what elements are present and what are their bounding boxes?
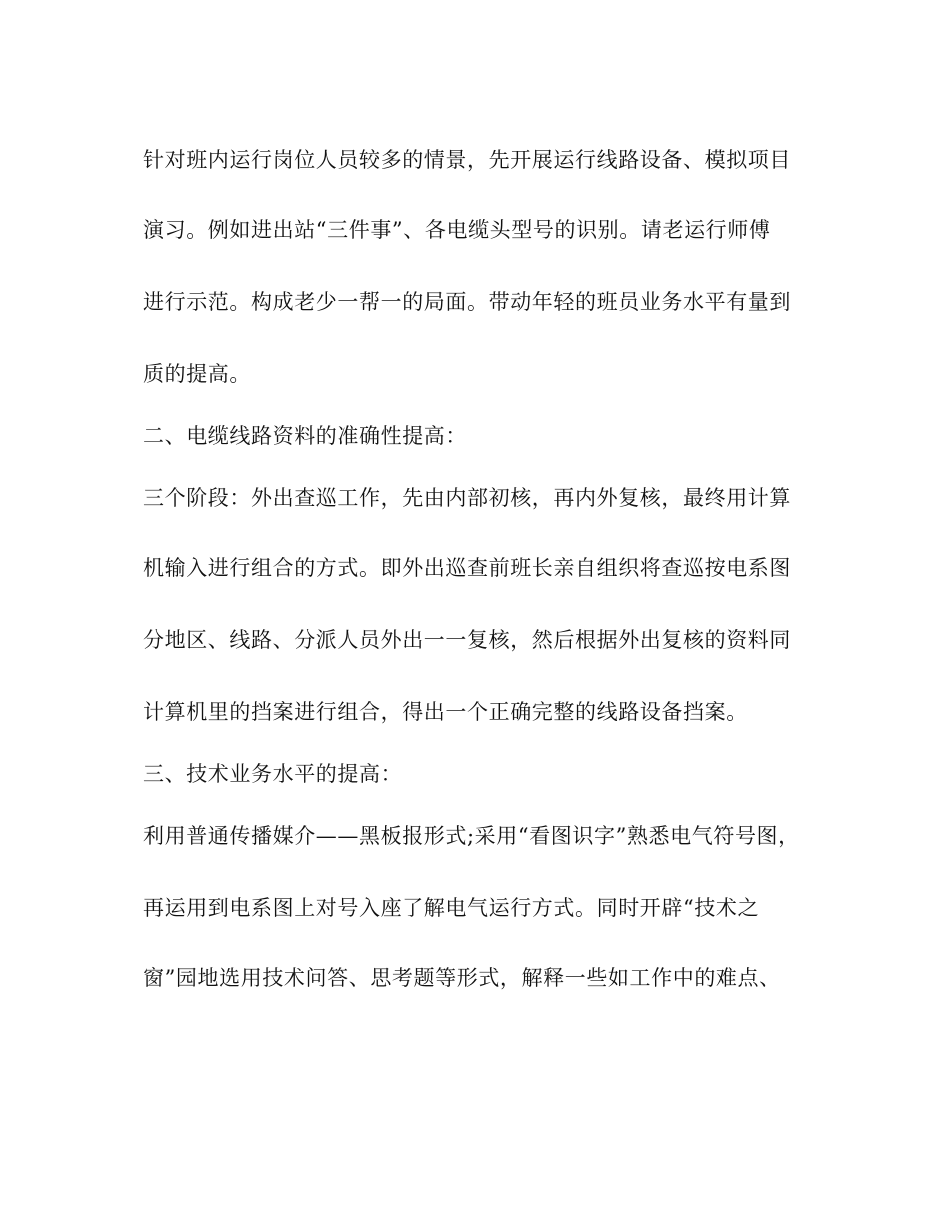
paragraph-line-7: 分地区、线路、分派人员外出一一复核，然后根据外出复核的资料同: [143, 628, 791, 652]
paragraph-line-6: 机输入进行组合的方式。即外出巡查前班长亲自组织将查巡按电系图: [143, 556, 791, 580]
section-heading-3: 三、技术业务水平的提高：: [143, 762, 403, 786]
paragraph-line-10: 再运用到电系图上对号入座了解电气运行方式。同时开辟“技术之: [143, 896, 760, 920]
paragraph-line-8: 计算机里的挡案进行组合，得出一个正确完整的线路设备挡案。: [143, 700, 748, 724]
section-heading-2: 二、电缆线路资料的准确性提高：: [143, 424, 467, 448]
paragraph-line-1: 针对班内运行岗位人员较多的情景，先开展运行线路设备、模拟项目: [143, 148, 791, 172]
paragraph-line-11: 窗”园地选用技术问答、思考题等形式，解释一些如工作中的难点、: [143, 966, 781, 990]
paragraph-line-5: 三个阶段：外出查巡工作，先由内部初核，再内外复核，最终用计算: [143, 486, 791, 510]
paragraph-line-2: 演习。例如进出站“三件事”、各电缆头型号的识别。请老运行师傅: [143, 218, 771, 242]
paragraph-line-3: 进行示范。构成老少一帮一的局面。带动年轻的班员业务水平有量到: [143, 290, 791, 314]
paragraph-line-4: 质的提高。: [143, 362, 251, 386]
paragraph-line-9: 利用普通传播媒介——黑板报形式;采用“看图识字”熟悉电气符号图，: [143, 824, 800, 848]
